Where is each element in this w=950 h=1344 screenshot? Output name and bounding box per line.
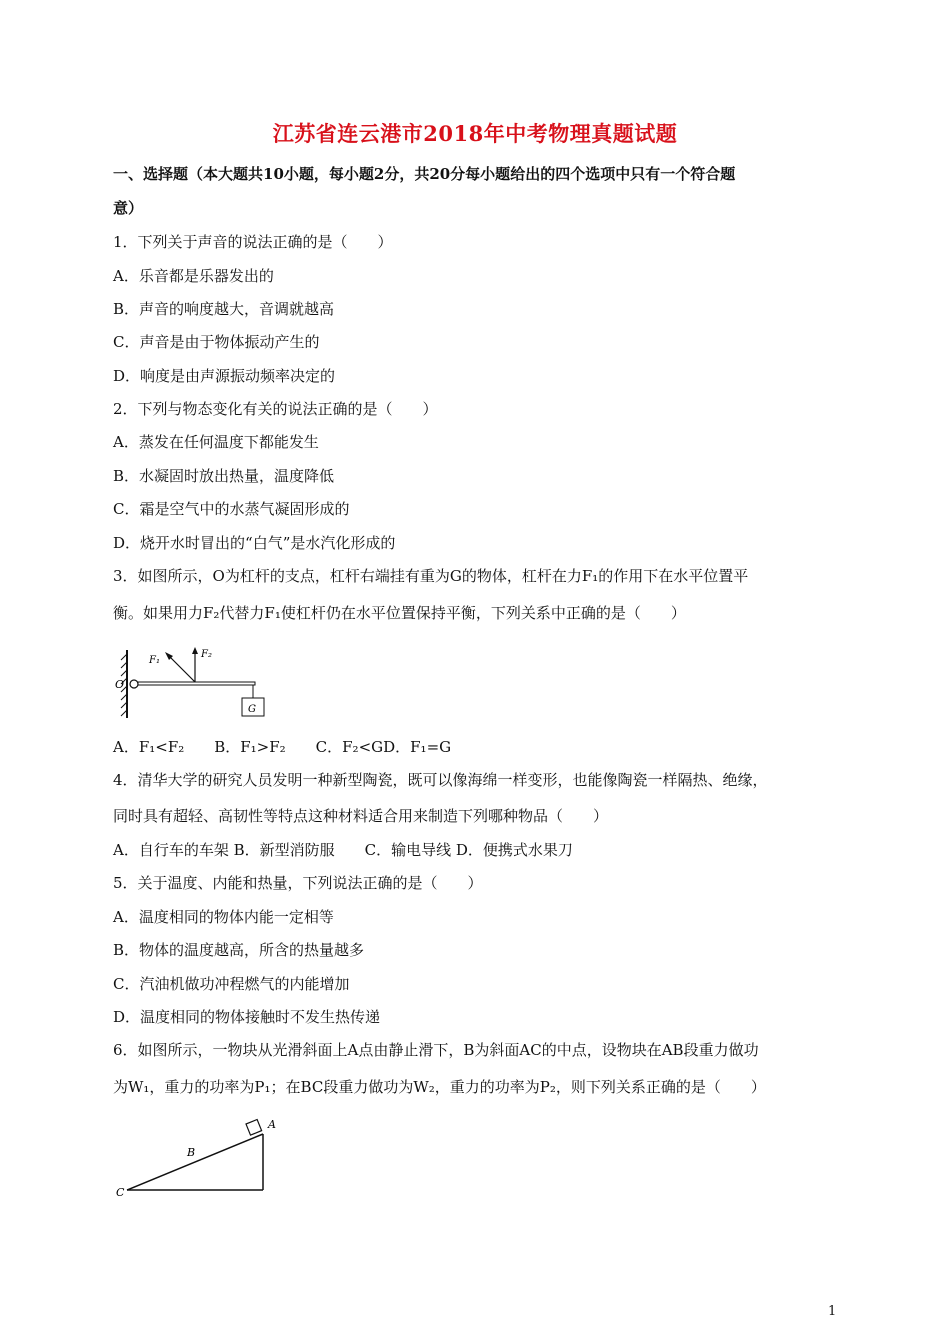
- q2-option-a: A．蒸发在任何温度下都能发生: [113, 433, 319, 451]
- label-o: O: [115, 678, 125, 691]
- label-f2: F₂: [201, 649, 212, 660]
- q2-option-b: B．水凝固时放出热量，温度降低: [113, 467, 335, 485]
- label-g: G: [248, 704, 256, 715]
- q2-option-c: C．霜是空气中的水蒸气凝固形成的: [113, 500, 350, 518]
- q3-options: A．F₁<F₂ B．F₁>F₂ C．F₂<GD．F₁=G: [113, 738, 452, 756]
- force-f2-arrowhead: [192, 647, 198, 654]
- incline-figure: [113, 1114, 283, 1200]
- q3-stem-line2: 衡。如果用力F₂代替力F₁使杠杆仍在水平位置保持平衡，下列关系中正确的是（ ）: [113, 604, 686, 622]
- label-b: B: [187, 1146, 196, 1159]
- q5-option-a: A．温度相同的物体内能一定相等: [113, 908, 334, 926]
- q2-stem: 2．下列与物态变化有关的说法正确的是（ ）: [113, 400, 438, 418]
- label-c: C: [116, 1186, 125, 1199]
- block-at-a: [246, 1120, 262, 1136]
- q1-stem: 1．下列关于声音的说法正确的是（ ）: [113, 233, 393, 251]
- incline-slope: [127, 1134, 263, 1190]
- force-f1-arrow: [169, 656, 195, 682]
- page-title: 江苏省连云港市2018年中考物理真题试题: [272, 121, 678, 146]
- section-heading-line1: 一、选择题（本大题共10小题，每小题2分，共20分每小题给出的四个选项中只有一个符合题: [113, 165, 736, 183]
- q5-option-b: B．物体的温度越高，所含的热量越多: [113, 941, 365, 959]
- q5-option-d: D．温度相同的物体接触时不发生热传递: [113, 1008, 381, 1026]
- q6-stem-line1: 6．如图所示，一物块从光滑斜面上A点由静止滑下，B为斜面AC的中点，设物块在AB段重力做功: [113, 1041, 759, 1059]
- q1-option-c: C．声音是由于物体振动产生的: [113, 333, 320, 351]
- q1-option-d: D．响度是由声源振动频率决定的: [113, 367, 336, 385]
- lever-figure: [115, 644, 275, 724]
- q5-option-c: C．汽油机做功冲程燃气的内能增加: [113, 975, 350, 993]
- lever-bar: [138, 682, 255, 685]
- section-heading-line2: 意）: [113, 199, 144, 217]
- label-f1: F₁: [149, 655, 160, 666]
- q1-option-b: B．声音的响度越大，音调就越高: [113, 300, 335, 318]
- label-a: A: [268, 1118, 276, 1131]
- q1-option-a: A．乐音都是乐器发出的: [113, 267, 274, 285]
- section-heading: [113, 157, 843, 225]
- q4-stem-line2: 同时具有超轻、高韧性等特点这种材料适合用来制造下列哪种物品（ ）: [113, 807, 609, 825]
- q4-stem-line1: 4．清华大学的研究人员发明一种新型陶瓷，既可以像海绵一样变形，也能像陶瓷一样隔热、绝缘，: [113, 771, 768, 789]
- q4-options: A．自行车的车架 B．新型消防服 C．输电导线 D．便携式水果刀: [113, 841, 573, 859]
- q5-stem: 5．关于温度、内能和热量，下列说法正确的是（ ）: [113, 874, 483, 892]
- pivot-o: [130, 680, 138, 688]
- q2-option-d: D．烧开水时冒出的“白气”是水汽化形成的: [113, 534, 396, 552]
- q3-stem-line1: 3．如图所示，O为杠杆的支点，杠杆右端挂有重为G的物体，杠杆在力F₁的作用下在水平位置平: [113, 567, 749, 585]
- page-number: 1: [828, 1304, 837, 1319]
- q6-stem-line2: 为W₁，重力的功率为P₁；在BC段重力做功为W₂，重力的功率为P₂，则下列关系正确的是（ ）: [113, 1078, 766, 1096]
